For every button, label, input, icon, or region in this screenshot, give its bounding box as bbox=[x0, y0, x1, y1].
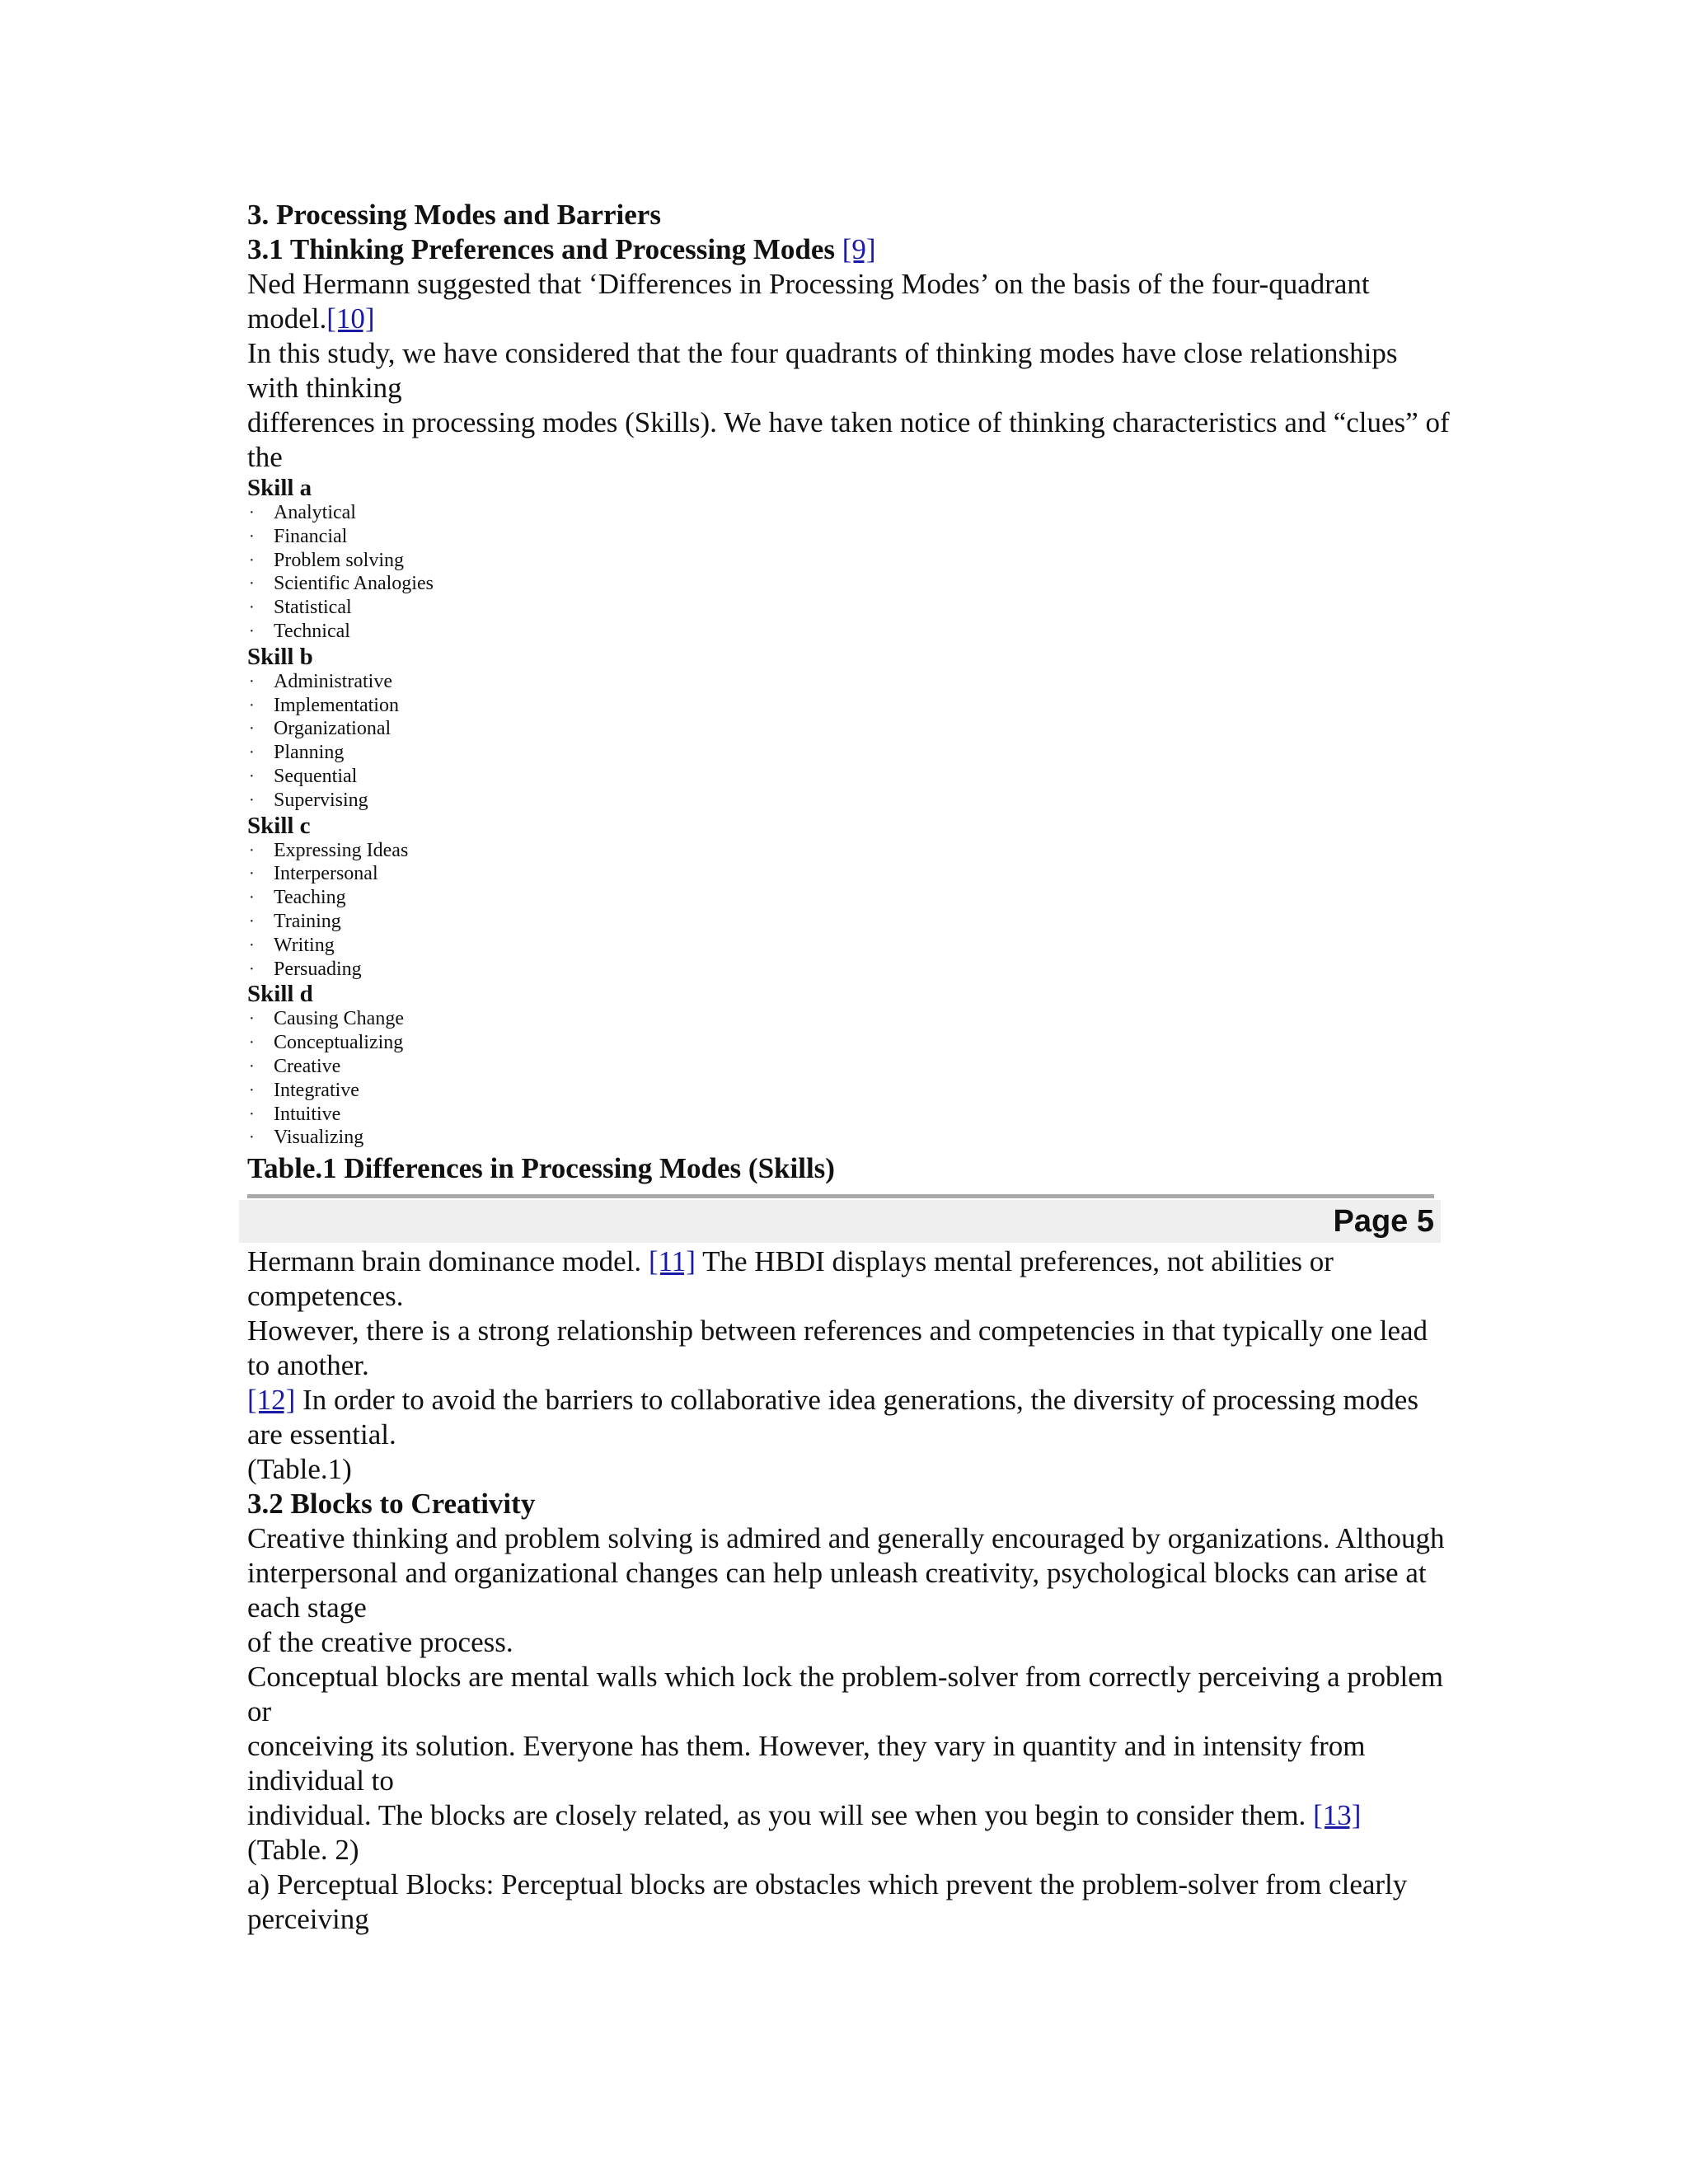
paragraph-line: In this study, we have considered that the four quadrants of thinking modes have close relationships with thinking bbox=[247, 337, 1398, 404]
paragraph-text: The HBDI displays mental preferences, not abilities or competences. bbox=[247, 1245, 1334, 1312]
paragraph-line: (Table.1) bbox=[247, 1453, 352, 1485]
paragraph-blocks bbox=[247, 1521, 1451, 1937]
skill-item-label: Visualizing bbox=[274, 1127, 364, 1149]
paragraph-text: Ned Hermann suggested that ‘Differences in Processing Modes’ on the basis of the four-quadrant model. bbox=[247, 268, 1370, 335]
skill-item-label: Writing bbox=[274, 934, 335, 956]
skill-item bbox=[247, 1055, 1451, 1079]
skill-heading: Skill b bbox=[247, 643, 313, 670]
skill-list bbox=[247, 839, 1451, 982]
skill-heading: Skill a bbox=[247, 475, 312, 501]
page-number-bar bbox=[239, 1200, 1441, 1243]
paragraph-text: individual. The blocks are closely related, as you will see when you begin to consider them. bbox=[247, 1799, 1314, 1831]
bullet-icon: · bbox=[249, 743, 255, 762]
section-title: 3. Processing Modes and Barriers bbox=[247, 199, 661, 231]
reference-link-12[interactable]: [12] bbox=[247, 1384, 296, 1416]
bullet-icon: · bbox=[249, 766, 255, 785]
reference-link-10[interactable]: [10] bbox=[326, 302, 375, 335]
skill-item bbox=[247, 1007, 1451, 1031]
skill-item bbox=[247, 862, 1451, 886]
skill-item bbox=[247, 549, 1451, 573]
skill-item-label: Intuitive bbox=[274, 1103, 341, 1125]
skill-item-label: Interpersonal bbox=[274, 863, 378, 885]
bullet-icon: · bbox=[249, 912, 255, 930]
upper-content bbox=[247, 198, 1451, 1186]
paragraph-line: conceiving its solution. Everyone has them. However, they vary in quantity and in intensity from individual to bbox=[247, 1730, 1366, 1797]
skill-item bbox=[247, 572, 1451, 596]
lower-content bbox=[247, 1244, 1451, 1937]
subsection-title-3-1 bbox=[247, 232, 1451, 267]
bullet-icon: · bbox=[249, 790, 255, 809]
skill-list bbox=[247, 501, 1451, 644]
subsection-title-3-2: 3.2 Blocks to Creativity bbox=[247, 1488, 536, 1520]
paragraph-text: Hermann brain dominance model. bbox=[247, 1245, 649, 1277]
bullet-icon: · bbox=[249, 527, 255, 546]
bullet-icon: · bbox=[249, 1104, 255, 1123]
skill-item-label: Financial bbox=[274, 525, 348, 547]
skill-item-label: Implementation bbox=[274, 694, 399, 716]
skill-item-label: Administrative bbox=[274, 670, 392, 692]
reference-link-11[interactable]: [11] bbox=[648, 1245, 696, 1277]
page-number: Page 5 bbox=[1333, 1204, 1434, 1239]
skill-list bbox=[247, 670, 1451, 813]
paragraph-line: of the creative process. bbox=[247, 1626, 513, 1658]
bullet-icon: · bbox=[249, 504, 255, 522]
bullet-icon: · bbox=[249, 841, 255, 860]
bullet-icon: · bbox=[249, 1128, 255, 1147]
skill-heading: Skill c bbox=[247, 812, 311, 839]
skill-item-label: Technical bbox=[274, 620, 350, 642]
skill-item-label: Statistical bbox=[274, 597, 352, 619]
skill-item-label: Supervising bbox=[274, 789, 368, 811]
skill-item bbox=[247, 1103, 1451, 1127]
bullet-icon: · bbox=[249, 551, 255, 569]
paragraph-line: Conceptual blocks are mental walls which lock the problem-solver from correctly perceiving a problem or bbox=[247, 1661, 1444, 1727]
bullet-icon: · bbox=[249, 935, 255, 954]
bullet-icon: · bbox=[249, 719, 255, 738]
bullet-icon: · bbox=[249, 1057, 255, 1076]
bullet-icon: · bbox=[249, 574, 255, 593]
skill-heading: Skill d bbox=[247, 981, 313, 1008]
paragraph-line: However, there is a strong relationship between references and competencies in that typically one lead to another. bbox=[247, 1315, 1428, 1381]
skill-item bbox=[247, 1126, 1451, 1150]
paragraph-hermann bbox=[247, 267, 1451, 475]
skill-item-label: Scientific Analogies bbox=[274, 573, 434, 595]
table-caption: Table.1 Differences in Processing Modes (Skills) bbox=[247, 1152, 835, 1185]
skill-item bbox=[247, 958, 1451, 982]
bullet-icon: · bbox=[249, 1010, 255, 1029]
skill-item-label: Organizational bbox=[274, 718, 392, 740]
bullet-icon: · bbox=[249, 672, 255, 691]
bullet-icon: · bbox=[249, 598, 255, 617]
skill-item-label: Planning bbox=[274, 742, 345, 764]
skill-item-label: Teaching bbox=[274, 887, 346, 909]
bullet-icon: · bbox=[249, 621, 255, 640]
bullet-icon: · bbox=[249, 696, 255, 715]
skill-item bbox=[247, 525, 1451, 549]
bullet-icon: · bbox=[249, 1033, 255, 1052]
skill-item-label: Sequential bbox=[274, 765, 358, 787]
skill-item bbox=[247, 910, 1451, 934]
bullet-icon: · bbox=[249, 1080, 255, 1099]
reference-link-9[interactable]: [9] bbox=[842, 233, 876, 265]
skill-list bbox=[247, 1007, 1451, 1150]
skill-item bbox=[247, 765, 1451, 789]
skill-group-a bbox=[247, 475, 1451, 644]
reference-link-13[interactable]: [13] bbox=[1313, 1799, 1362, 1831]
skill-group-b bbox=[247, 644, 1451, 813]
skill-item bbox=[247, 620, 1451, 644]
skill-item bbox=[247, 1031, 1451, 1055]
paragraph-line: (Table. 2) bbox=[247, 1834, 359, 1866]
subsection-title-text: 3.1 Thinking Preferences and Processing Modes bbox=[247, 233, 842, 265]
skill-item-label: Creative bbox=[274, 1055, 341, 1077]
paragraph-line: interpersonal and organizational changes can help unleash creativity, psychological blocks can arise at each stage bbox=[247, 1557, 1427, 1624]
skill-item bbox=[247, 839, 1451, 863]
skill-item bbox=[247, 694, 1451, 718]
skill-item bbox=[247, 934, 1451, 958]
skill-item bbox=[247, 886, 1451, 910]
skill-item bbox=[247, 1079, 1451, 1103]
paragraph-line: a) Perceptual Blocks: Perceptual blocks are obstacles which prevent the problem-solver from clearly perceiving bbox=[247, 1868, 1408, 1935]
bullet-icon: · bbox=[249, 888, 255, 907]
paragraph-hbdi bbox=[247, 1244, 1451, 1487]
skill-item bbox=[247, 717, 1451, 741]
skill-item-label: Integrative bbox=[274, 1079, 359, 1101]
skill-item bbox=[247, 741, 1451, 765]
page-divider bbox=[247, 1194, 1434, 1198]
skill-group-c bbox=[247, 813, 1451, 982]
paragraph-text: In order to avoid the barriers to collaborative idea generations, the diversity of processing modes are essential. bbox=[247, 1384, 1418, 1451]
skill-group-d bbox=[247, 981, 1451, 1150]
skill-item bbox=[247, 670, 1451, 694]
skill-item bbox=[247, 596, 1451, 620]
paragraph-line: Creative thinking and problem solving is admired and generally encouraged by organizations. Although bbox=[247, 1522, 1445, 1554]
bullet-icon: · bbox=[249, 959, 255, 978]
skill-item-label: Training bbox=[274, 910, 341, 932]
skill-item bbox=[247, 501, 1451, 525]
skill-item-label: Problem solving bbox=[274, 549, 405, 571]
skill-item-label: Persuading bbox=[274, 958, 362, 980]
paragraph-line: differences in processing modes (Skills). We have taken notice of thinking characteristics and “clues” of the bbox=[247, 406, 1450, 473]
skill-item-label: Expressing Ideas bbox=[274, 839, 409, 861]
skill-item-label: Conceptualizing bbox=[274, 1032, 404, 1054]
skill-item-label: Causing Change bbox=[274, 1008, 404, 1030]
skill-item-label: Analytical bbox=[274, 502, 356, 523]
bullet-icon: · bbox=[249, 865, 255, 883]
skill-item bbox=[247, 789, 1451, 813]
